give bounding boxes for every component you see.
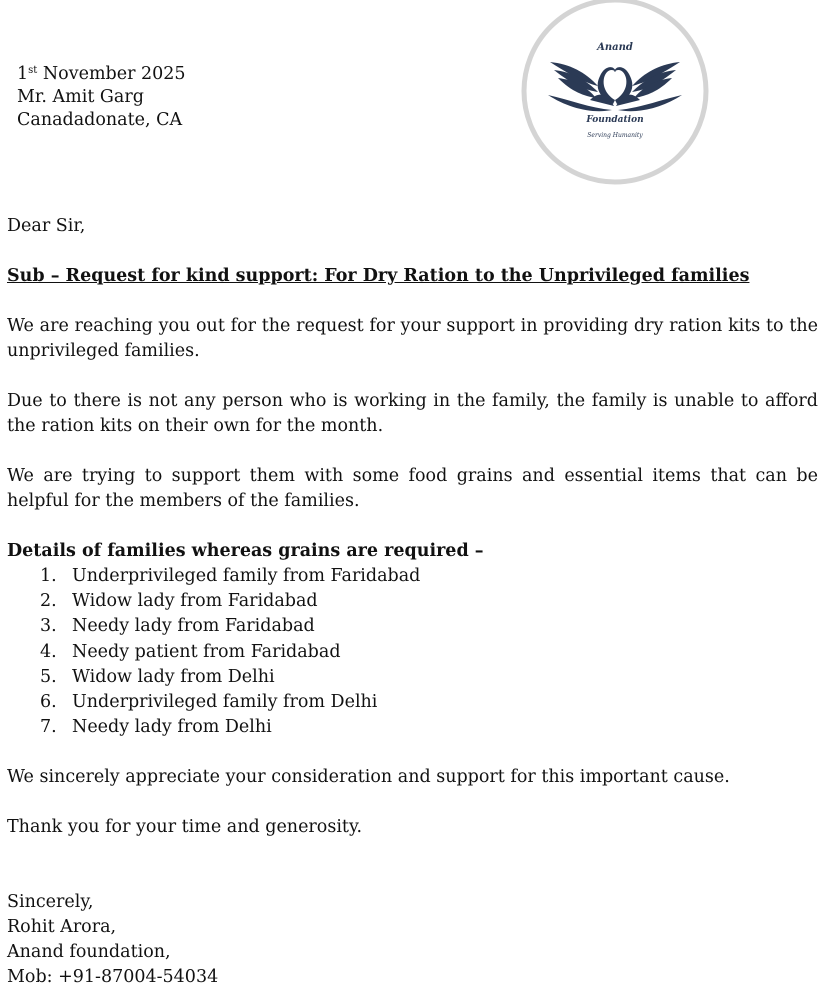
closing: Sincerely, (7, 892, 94, 912)
logo-middle-text: Foundation (586, 115, 644, 125)
list-item: 6. Underprivileged family from Delhi (40, 692, 378, 713)
date-rest: November 2025 (37, 64, 186, 84)
list-item: 3. Needy lady from Faridabad (40, 616, 315, 637)
details-heading: Details of families whereas grains are required – (7, 541, 484, 561)
logo-ring (524, 0, 706, 182)
signer-organization: Anand foundation, (7, 942, 171, 962)
details-list (40, 564, 420, 740)
paragraph-3: We are trying to support them with some food grains and essential items that can be helpful for the members of the families. (7, 466, 818, 511)
paragraph-1: We are reaching you out for the request for your support in providing dry ration kits to the unprivileged families. (7, 316, 818, 361)
signer-name: Rohit Arora, (7, 917, 117, 937)
list-item: 4. Needy patient from Faridabad (40, 641, 341, 662)
list-item: 1. Underprivileged family from Faridabad (40, 566, 421, 586)
list-item: 2. Widow lady from Faridabad (40, 591, 318, 612)
letter-date (17, 63, 186, 86)
appreciation-text: We sincerely appreciate your consideration and support for this important cause. (7, 767, 730, 787)
date-day: 1 (17, 64, 29, 84)
recipient-location: Canadadonate, CA (17, 110, 183, 130)
list-item: 7. Needy lady from Delhi (40, 717, 272, 738)
address-block (17, 63, 186, 132)
recipient-name: Mr. Amit Garg (17, 87, 144, 107)
swan-logo-icon (520, 0, 710, 186)
foundation-logo (520, 0, 710, 186)
signer-mobile: Mob: +91-87004-54034 (7, 967, 219, 987)
thanks-text: Thank you for your time and generosity. (7, 817, 363, 837)
subject-line: Sub – Request for kind support: For Dry Ration to the Unprivileged families (7, 266, 750, 286)
paragraph-2: Due to there is not any person who is working in the family, the family is unable to afford the ration kits on their own for the month. (7, 391, 818, 436)
date-suffix: st (28, 65, 38, 76)
logo-top-text: Anand (597, 42, 633, 53)
list-item: 5. Widow lady from Delhi (40, 666, 275, 687)
logo-tagline: Serving Humanity (587, 132, 643, 139)
salutation: Dear Sir, (7, 216, 86, 236)
